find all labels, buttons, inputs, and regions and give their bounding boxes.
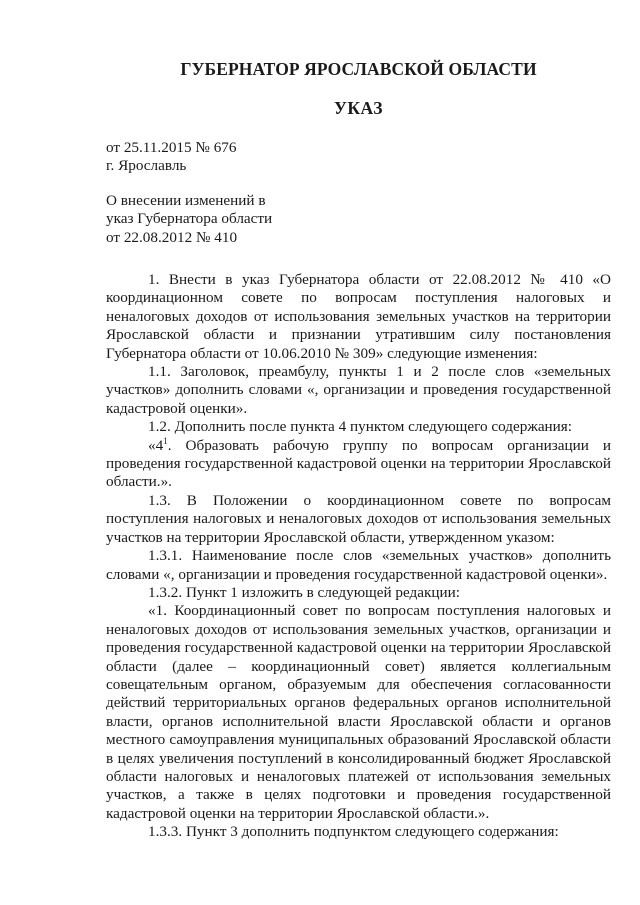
paragraph-1: 1. Внести в указ Губернатора области от 22.08.2012 № 410 «О координационном совете по вопросам поступления налоговых и неналоговых доходов от использования земельных участков на территории Ярославской области и признании утратившим силу постановления Губернатора области от 10.06.2010 № 309» следующие изменения: bbox=[106, 271, 611, 362]
paragraph-1-3-2: 1.3.2. Пункт 1 изложить в следующей редакции: bbox=[148, 583, 461, 601]
paragraph-4-1 bbox=[106, 437, 611, 492]
paragraph-1-3-1: 1.3.1. Наименование после слов «земельных участков» дополнить словами «, организации и проведения государственной кадастровой оценки». bbox=[106, 547, 611, 583]
paragraph-1-2: 1.2. Дополнить после пункта 4 пунктом следующего содержания: bbox=[148, 418, 573, 436]
document-meta bbox=[106, 139, 236, 176]
subject-line-2: указ Губернатора области bbox=[106, 210, 273, 228]
city: г. Ярославль bbox=[106, 157, 187, 175]
document-subject bbox=[106, 192, 272, 247]
paragraph-1-3-3: 1.3.3. Пункт 3 дополнить подпунктом следующего содержания: bbox=[148, 823, 559, 841]
paragraph-1-3: 1.3. В Положении о координационном совете по вопросам поступления налоговых и неналоговых доходов от использования земельных участков на территории Ярославской области, утвержденном указом: bbox=[106, 491, 611, 546]
document-type: УКАЗ bbox=[334, 98, 383, 118]
superscript-index: 1 bbox=[163, 435, 168, 446]
date-number: от 25.11.2015 № 676 bbox=[106, 139, 237, 156]
subject-line-3: от 22.08.2012 № 410 bbox=[106, 228, 238, 246]
paragraph-1-1: 1.1. Заголовок, преамбулу, пункты 1 и 2 после слов «земельных участков» дополнить словами «, организации и проведения государственной кадастровой оценки». bbox=[106, 363, 611, 417]
document-body bbox=[106, 271, 611, 842]
issuing-authority: ГУБЕРНАТОР ЯРОСЛАВСКОЙ ОБЛАСТИ bbox=[180, 59, 537, 79]
paragraph-4-1-prefix: «4 bbox=[148, 436, 164, 454]
subject-line-1: О внесении изменений в bbox=[106, 192, 266, 209]
quoted-clause-1: «1. Координационный совет по вопросам поступления налоговых и неналоговых доходов от использования земельных участков, организации и проведения государственной кадастровой оценки на территории Ярославской области (далее – координационный совет) является коллегиальным совещательным органом, образуемым для обеспечения согласованности действий территориальных органов федеральных органов исполнительной власти, органов исполнительной власти Ярославской области и органов местного самоуправления муниципальных образований Ярославской области в целях увеличения поступлений в консолидированный бюджет Ярославской области налоговых и неналоговых платежей от использования земельных участков, а также в целях подготовки и проведения государственной кадастровой оценки на территории Ярославской области.». bbox=[106, 602, 611, 822]
paragraph-4-1-text: . Образовать рабочую группу по вопросам организации и проведения государственной кадастровой оценки на территории Ярославской области.». bbox=[106, 436, 611, 491]
